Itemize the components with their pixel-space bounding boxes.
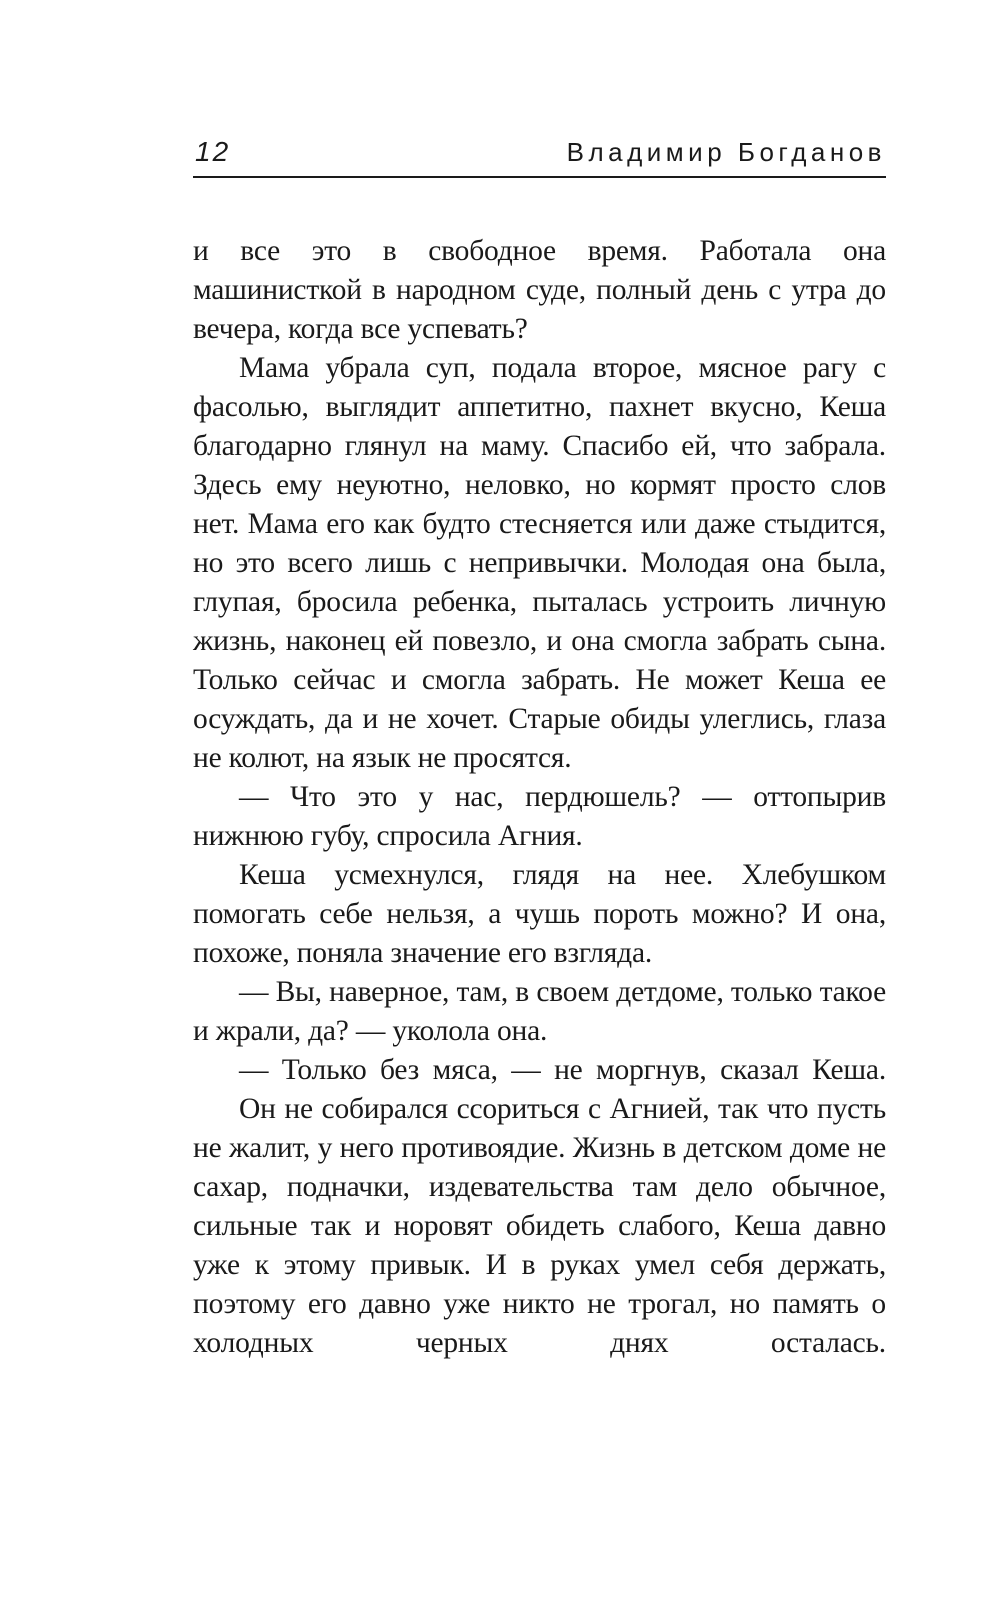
paragraph: и все это в свободное время. Работала она машинисткой в народном суде, полный день с утра до вечера, когда все успевать? xyxy=(193,235,886,345)
page-number: 12 xyxy=(195,136,231,167)
paragraph: — Что это у нас, пердюшель? — оттопырив нижнюю губу, спросила Агния. xyxy=(193,781,886,852)
paragraph: — Только без мяса, — не моргнув, сказал Кеша. xyxy=(239,1054,886,1086)
paragraph: Кеша усмехнулся, глядя на нее. Хлебушком помогать себе нельзя, а чушь пороть можно? И она, похоже, поняла значение его взгляда. xyxy=(193,859,886,969)
paragraph: Мама убрала суп, подала второе, мясное рагу с фасолью, выглядит аппетитно, пахнет вкусно, Кеша благодарно глянул на маму. Спасибо ей, что забрала. Здесь ему неуютно, неловко, но кормят просто слов нет. Мама его как будто стесняется или даже стыдится, но это всего лишь с непривычки. Молодая она была, глупая, бросила ребенка, пыталась устроить личную жизнь, наконец ей повезло, и она смогла забрать сына. Только сейчас и смогла забрать. Не может Кеша ее осуждать, да и не хочет. Старые обиды улеглись, глаза не колют, на язык не просятся. xyxy=(193,352,886,774)
paragraph: — Вы, наверное, там, в своем детдоме, только такое и жрали, да? — уколола она. xyxy=(193,976,886,1047)
running-header xyxy=(193,132,886,178)
body-text xyxy=(193,232,886,1363)
paragraph: Он не собирался ссориться с Агнией, так что пусть не жалит, у него противоядие. Жизнь в детском доме не сахар, подначки, издевательства там дело обычное, сильные так и норовят обидеть слабого, Кеша давно уже к этому привык. И в руках умел себя держать, поэтому его давно уже никто не трогал, но память о холодных черных днях осталась. xyxy=(193,1093,886,1359)
author-name: Владимир Богданов xyxy=(566,137,886,167)
